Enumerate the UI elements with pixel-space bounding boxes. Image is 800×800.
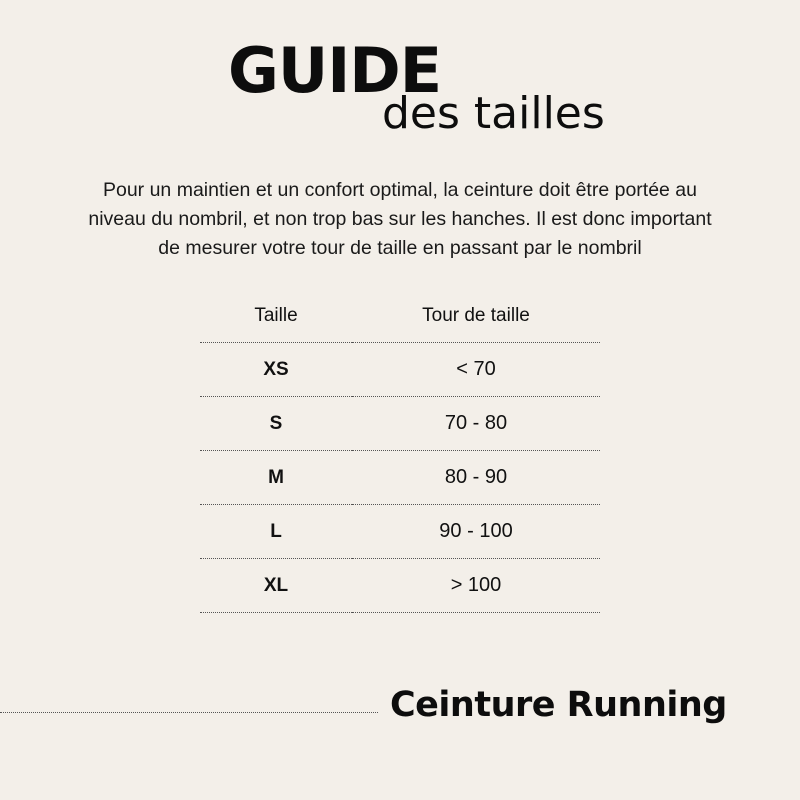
size-cell: M <box>200 451 352 505</box>
footer-divider <box>0 712 378 713</box>
table-row <box>200 559 600 613</box>
size-cell: XS <box>200 343 352 397</box>
intro-paragraph <box>20 176 780 263</box>
table-row <box>200 505 600 559</box>
table-row <box>200 343 600 397</box>
size-table <box>200 290 600 613</box>
table-row <box>200 397 600 451</box>
table-header-row <box>200 290 600 343</box>
page-title: GUIDE <box>228 34 442 107</box>
waist-cell: 70 - 80 <box>352 397 600 451</box>
size-cell: L <box>200 505 352 559</box>
header-size: Taille <box>200 290 352 343</box>
header-waist: Tour de taille <box>352 290 600 343</box>
size-cell: S <box>200 397 352 451</box>
product-name: Ceinture Running <box>390 685 727 725</box>
waist-cell: > 100 <box>352 559 600 613</box>
intro-line: Pour un maintien et un confort optimal, la ceinture doit être portée au <box>102 179 698 201</box>
table-row <box>200 451 600 505</box>
waist-cell: 80 - 90 <box>352 451 600 505</box>
intro-line: niveau du nombril, et non trop bas sur les hanches. Il est donc important <box>88 208 712 230</box>
intro-line: de mesurer votre tour de taille en passant par le nombril <box>158 237 642 259</box>
waist-cell: 90 - 100 <box>352 505 600 559</box>
page-subtitle: des tailles <box>382 88 605 139</box>
size-cell: XL <box>200 559 352 613</box>
waist-cell: < 70 <box>352 343 600 397</box>
